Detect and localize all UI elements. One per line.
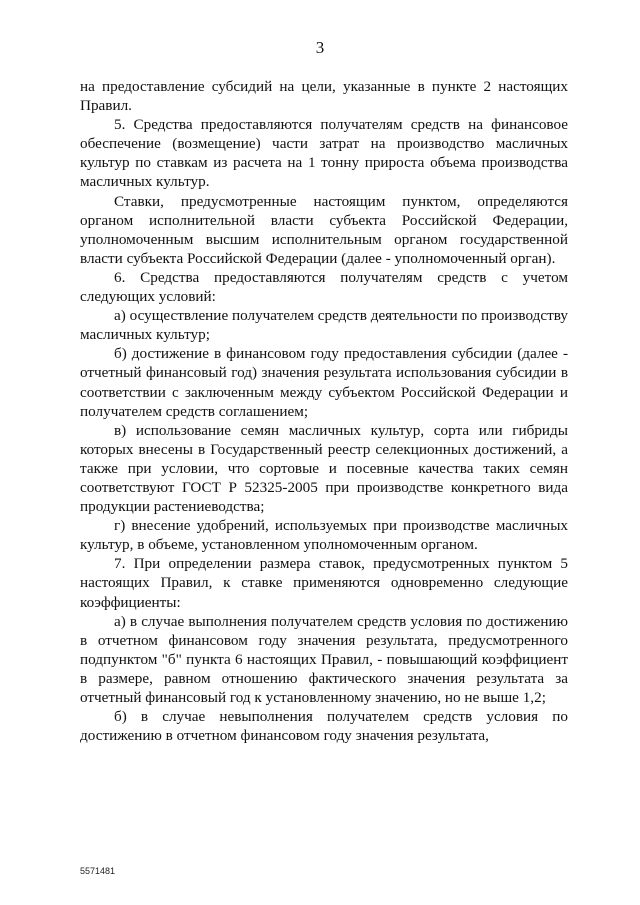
paragraph-item-7a: а) в случае выполнения получателем средств условия по достижению в отчетном финансовом году значения результата, предусмотренного подпунктом "б" пункта 6 настоящих Правил, - повышающий коэффициент в размере, равном отношению фактического значения результата за отчетный финансовый год к установленному значению, но не выше 1,2;: [80, 612, 568, 706]
paragraph-item-6b: б) достижение в финансовом году предоставления субсидии (далее - отчетный финансовый год) значения результата использования субсидии в соответствии с заключенным между субъектом Российской Федерации и получателем средств соглашением;: [80, 345, 568, 420]
paragraph-item-7b: б) в случае невыполнения получателем средств условия по достижению в отчетном финансовом году значения результата,: [80, 708, 568, 745]
paragraph-item-7: 7. При определении размера ставок, предусмотренных пунктом 5 настоящих Правил, к ставке применяются одновременно следующие коэффициенты:: [80, 555, 568, 611]
document-body: [80, 77, 568, 745]
paragraph-rates: Ставки, предусмотренные настоящим пунктом, определяются органом исполнительной власти субъекта Российской Федерации, уполномоченным высшим исполнительным органом государственной власти субъекта Российской Федерации (далее - уполномоченный орган).: [80, 192, 568, 267]
paragraph-item-6g: г) внесение удобрений, используемых при производстве масличных культур, в объеме, установленном уполномоченным органом.: [80, 517, 568, 554]
paragraph-item-6a: а) осуществление получателем средств деятельности по производству масличных культур;: [80, 307, 568, 344]
paragraph-item-6v: в) использование семян масличных культур, сорта или гибриды которых внесены в Государственный реестр селекционных достижений, а также при условии, что сортовые и посевные качества таких семян соответствуют ГОСТ Р 52325-2005 при производстве конкретного вида продукции растениеводства;: [80, 421, 568, 516]
paragraph-continuation: на предоставление субсидий на цели, указанные в пункте 2 настоящих Правил.: [80, 78, 568, 115]
paragraph-item-5: 5. Средства предоставляются получателям средств на финансовое обеспечение (возмещение) части затрат на производство масличных культур по ставкам из расчета на 1 тонну прироста объема производства масличных культур.: [80, 116, 568, 191]
page-number: 3: [315, 38, 325, 57]
paragraph-item-6: 6. Средства предоставляются получателям средств с учетом следующих условий:: [80, 268, 568, 306]
document-footer-id: 5571481: [80, 866, 116, 876]
